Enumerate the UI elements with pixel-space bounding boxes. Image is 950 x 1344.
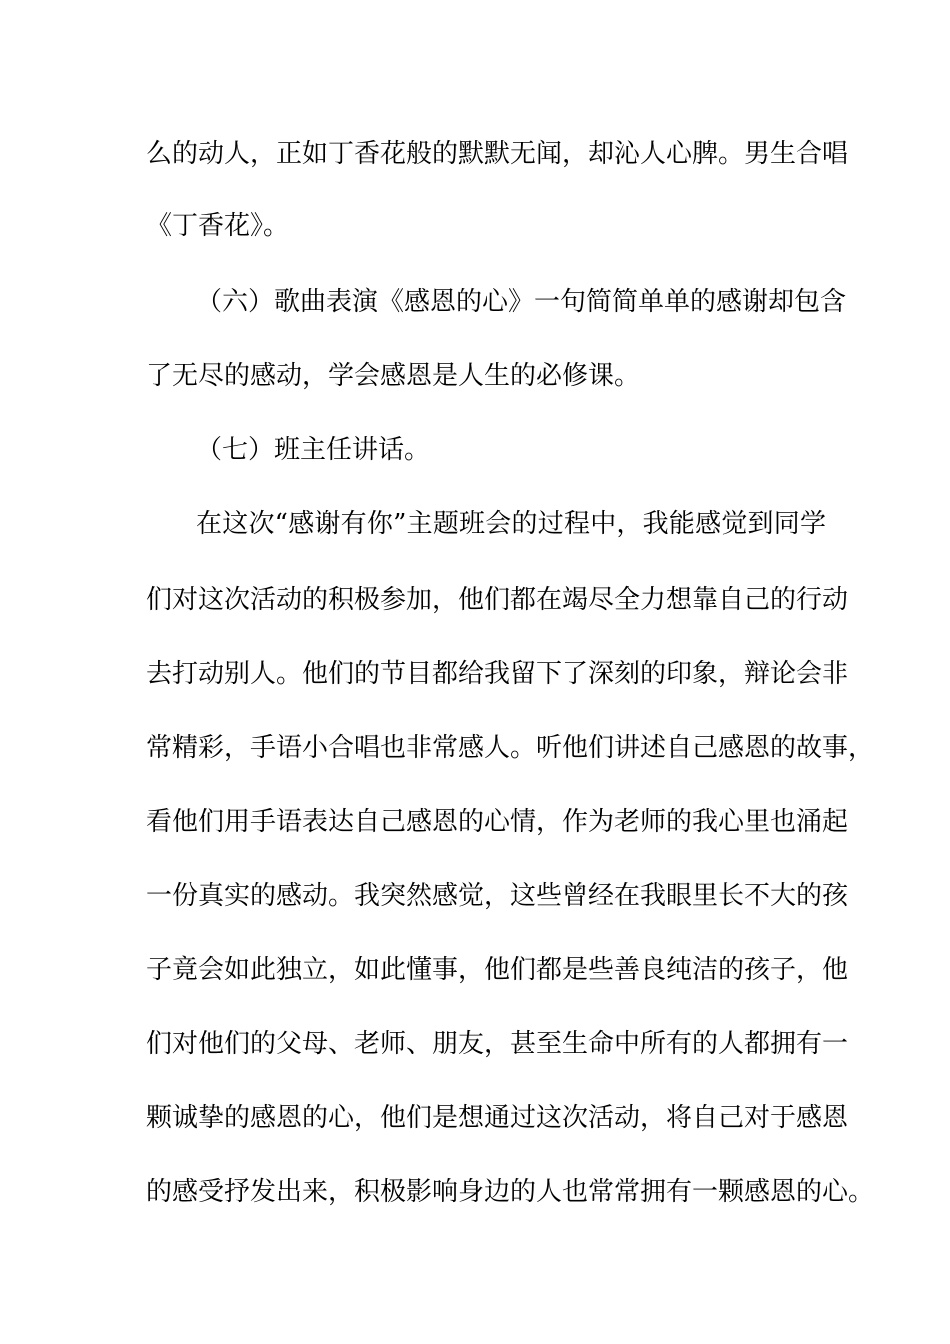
text-line: 了无尽的感动，学会感恩是人生的必修课。 <box>146 361 641 391</box>
text-line: 在这次“感谢有你”主题班会的过程中，我能感觉到同学 <box>196 509 826 539</box>
text-line: 一份真实的感动。我突然感觉，这些曾经在我眼里长不大的孩 <box>146 881 849 911</box>
text-line: 去打动别人。他们的节目都给我留下了深刻的印象，辩论会非 <box>146 659 849 689</box>
text-line: 常精彩，手语小合唱也非常感人。听他们讲述自己感恩的故事， <box>146 733 875 763</box>
text-line: 的感受抒发出来，积极影响身边的人也常常拥有一颗感恩的心。 <box>146 1177 875 1207</box>
text-line: 颗诚挚的感恩的心，他们是想通过这次活动，将自己对于感恩 <box>146 1103 849 1133</box>
text-line: 么的动人，正如丁香花般的默默无闻，却沁人心脾。男生合唱 <box>146 139 849 169</box>
text-line: 们对他们的父母、老师、朋友，甚至生命中所有的人都拥有一 <box>146 1029 849 1059</box>
text-line: 《丁香花》。 <box>146 211 290 241</box>
text-line: 看他们用手语表达自己感恩的心情，作为老师的我心里也涌起 <box>146 807 849 837</box>
text-line: 子竟会如此独立，如此懂事，他们都是些善良纯洁的孩子，他 <box>146 955 849 985</box>
text-line: （七）班主任讲话。 <box>196 435 431 465</box>
text-line: （六）歌曲表演《感恩的心》一句简简单单的感谢却包含 <box>196 287 847 317</box>
text-line: 们对这次活动的积极参加，他们都在竭尽全力想靠自己的行动 <box>146 585 849 615</box>
